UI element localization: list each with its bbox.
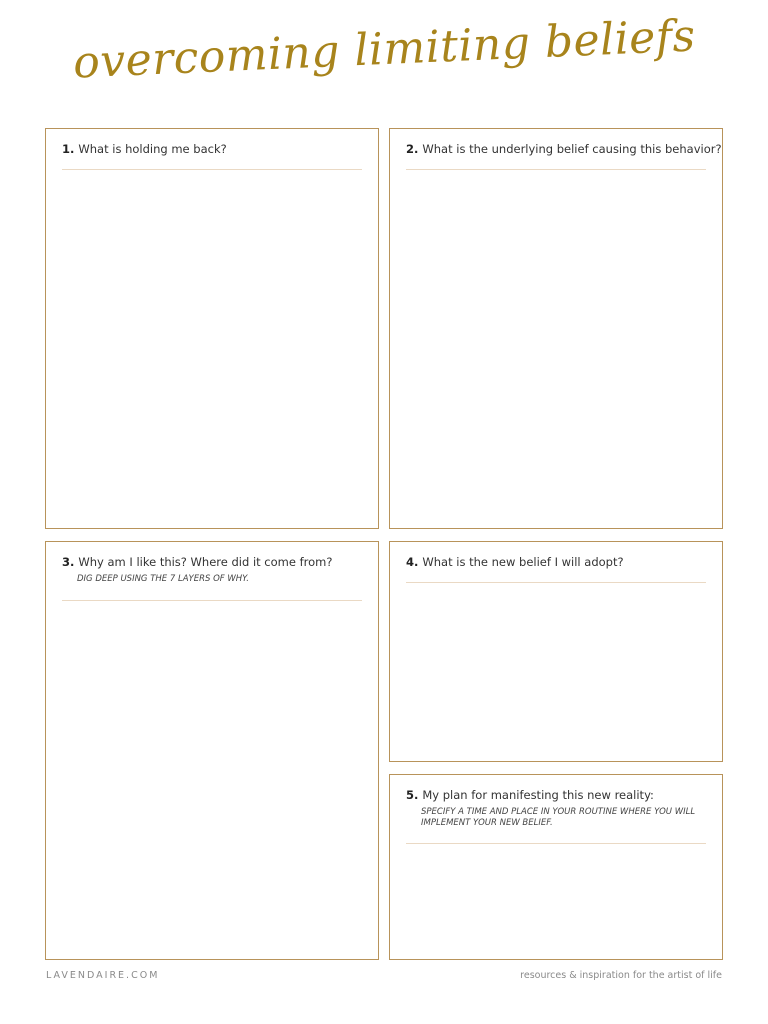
question-2-divider [406, 169, 706, 170]
question-1-divider [62, 169, 362, 170]
page-title [0, 10, 768, 89]
question-box-3 [45, 541, 379, 960]
question-3-number: 3. [62, 555, 75, 569]
question-5 [406, 788, 710, 802]
question-3-text: Why am I like this? Where did it come from? [78, 555, 333, 569]
question-4-number: 4. [406, 555, 419, 569]
question-4 [406, 555, 710, 569]
question-2-text: What is the underlying belief causing this behavior? [422, 142, 722, 156]
question-4-text: What is the new belief I will adopt? [422, 555, 624, 569]
question-5-number: 5. [406, 788, 419, 802]
question-5-hint-line-2: IMPLEMENT YOUR NEW BELIEF. [421, 818, 553, 828]
question-5-hint-line-1: SPECIFY A TIME AND PLACE IN YOUR ROUTINE WHERE YOU WILL [421, 807, 696, 817]
question-3-hint: DIG DEEP USING THE 7 LAYERS OF WHY. [77, 574, 249, 584]
question-1-number: 1. [62, 142, 75, 156]
footer-site: LAVENDAIRE.COM [46, 970, 160, 981]
question-5-text: My plan for manifesting this new reality: [422, 788, 654, 802]
question-box-4 [389, 541, 723, 762]
question-4-divider [406, 582, 706, 583]
question-3 [62, 555, 366, 569]
question-2 [406, 142, 722, 156]
question-box-2 [389, 128, 723, 529]
question-2-number: 2. [406, 142, 419, 156]
question-box-1 [45, 128, 379, 529]
page-title-text: overcoming limiting beliefs [71, 10, 697, 89]
question-1-text: What is holding me back? [78, 142, 227, 156]
footer-tagline: resources & inspiration for the artist of life [520, 970, 722, 981]
question-box-5 [389, 774, 723, 960]
question-1 [62, 142, 366, 156]
question-3-divider [62, 600, 362, 601]
question-5-divider [406, 843, 706, 844]
